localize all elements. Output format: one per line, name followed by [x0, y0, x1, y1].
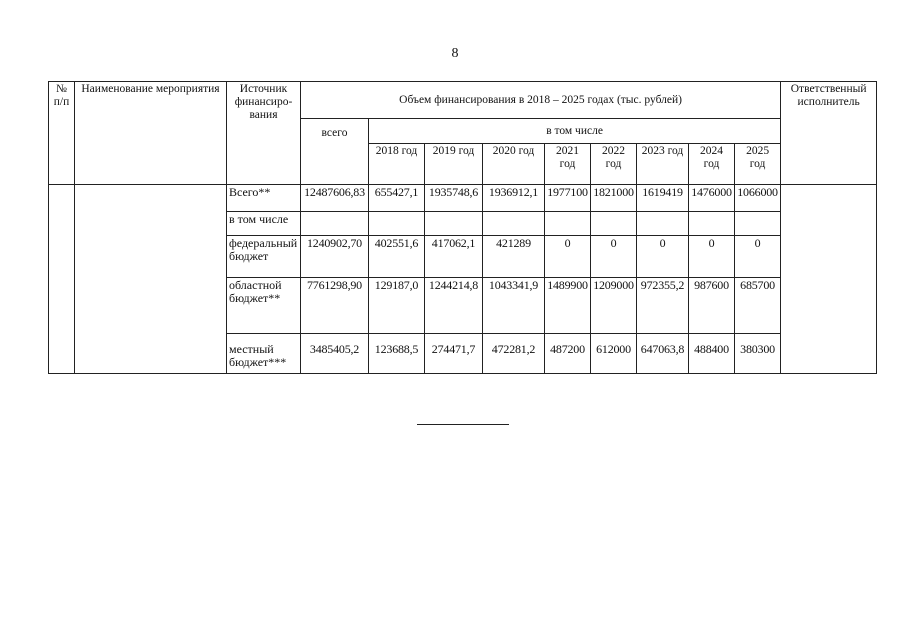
- cell-source: областной бюджет**: [227, 278, 301, 334]
- cell-value: 417062,1: [425, 236, 483, 278]
- header-year: 2018 год: [369, 144, 425, 185]
- cell-source: Всего**: [227, 185, 301, 212]
- cell-value: 0: [735, 236, 781, 278]
- header-responsible: Ответственный исполнитель: [781, 82, 877, 185]
- cell-value: [591, 212, 637, 236]
- header-year: 2025 год: [735, 144, 781, 185]
- cell-value: 1209000: [591, 278, 637, 334]
- cell-value: 488400: [689, 334, 735, 374]
- cell-value: 274471,7: [425, 334, 483, 374]
- cell-value: [545, 212, 591, 236]
- cell-value: [483, 212, 545, 236]
- cell-value: [637, 212, 689, 236]
- cell-value: 1066000: [735, 185, 781, 212]
- cell-value: 0: [591, 236, 637, 278]
- cell-value: 1476000: [689, 185, 735, 212]
- cell-value: 123688,5: [369, 334, 425, 374]
- header-num: № п/п: [49, 82, 75, 185]
- header-year: 2019 год: [425, 144, 483, 185]
- cell-value: 1619419: [637, 185, 689, 212]
- cell-value: 1936912,1: [483, 185, 545, 212]
- cell-value: 685700: [735, 278, 781, 334]
- cell-value: 1489900: [545, 278, 591, 334]
- cell-value: 129187,0: [369, 278, 425, 334]
- cell-value: 1043341,9: [483, 278, 545, 334]
- header-volume: Объем финансирования в 2018 – 2025 годах (тыс. рублей): [301, 82, 781, 119]
- cell-value: 972355,2: [637, 278, 689, 334]
- cell-value: [689, 212, 735, 236]
- cell-num: [49, 185, 75, 374]
- cell-value: [425, 212, 483, 236]
- header-including: в том числе: [369, 119, 781, 144]
- cell-value: 987600: [689, 278, 735, 334]
- header-row-1: [49, 82, 877, 119]
- header-name: Наименование мероприятия: [75, 82, 227, 185]
- cell-source: федеральный бюджет: [227, 236, 301, 278]
- cell-source: местный бюджет***: [227, 334, 301, 374]
- cell-value: 0: [637, 236, 689, 278]
- cell-value: 402551,6: [369, 236, 425, 278]
- cell-total: 1240902,70: [301, 236, 369, 278]
- cell-value: 487200: [545, 334, 591, 374]
- cell-source: в том числе: [227, 212, 301, 236]
- cell-name: [75, 185, 227, 374]
- cell-total: [301, 212, 369, 236]
- header-total: всего: [301, 119, 369, 185]
- cell-value: 380300: [735, 334, 781, 374]
- page-number: 8: [451, 46, 459, 61]
- cell-value: 0: [545, 236, 591, 278]
- cell-value: [735, 212, 781, 236]
- cell-total: 7761298,90: [301, 278, 369, 334]
- table-row: [49, 185, 877, 212]
- cell-total: 12487606,83: [301, 185, 369, 212]
- cell-value: 0: [689, 236, 735, 278]
- cell-value: 1821000: [591, 185, 637, 212]
- header-source: Источник финансиро-вания: [227, 82, 301, 185]
- header-year: 2024 год: [689, 144, 735, 185]
- cell-total: 3485405,2: [301, 334, 369, 374]
- header-year: 2022 год: [591, 144, 637, 185]
- cell-value: 1977100: [545, 185, 591, 212]
- cell-value: 472281,2: [483, 334, 545, 374]
- financing-table: [48, 81, 877, 374]
- cell-value: 1935748,6: [425, 185, 483, 212]
- cell-value: 421289: [483, 236, 545, 278]
- cell-value: 612000: [591, 334, 637, 374]
- header-year: 2021 год: [545, 144, 591, 185]
- cell-value: [369, 212, 425, 236]
- cell-responsible: [781, 185, 877, 374]
- header-year: 2023 год: [637, 144, 689, 185]
- cell-value: 1244214,8: [425, 278, 483, 334]
- cell-value: 647063,8: [637, 334, 689, 374]
- header-year: 2020 год: [483, 144, 545, 185]
- end-rule: [417, 424, 509, 425]
- cell-value: 655427,1: [369, 185, 425, 212]
